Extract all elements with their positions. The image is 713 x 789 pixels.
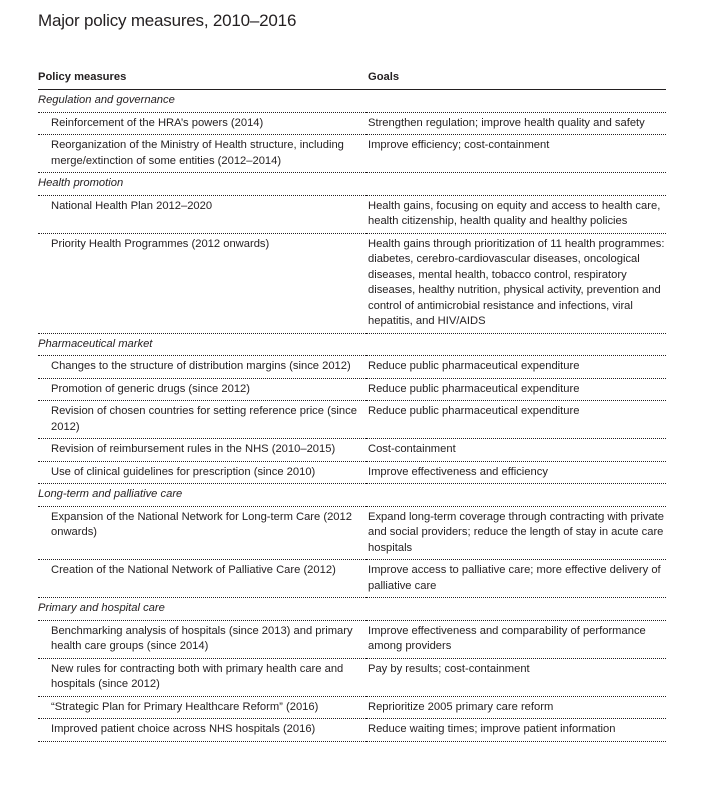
goal-cell: Reduce public pharmaceutical expenditure [366,356,666,379]
column-header-measures: Policy measures [38,69,366,90]
policy-measure-cell: National Health Plan 2012–2020 [38,195,366,233]
column-header-goals: Goals [366,69,666,90]
goal-cell: Health gains through prioritization of 11 health programmes: diabetes, cerebro-cardiovascular diseases, oncological diseases, mental health, tobacco control, respiratory diseases, healthy nutrition, physical activity, prevention and control of antimicrobial resistance and infections, viral hepatitis, and HIV/AIDS [366,233,666,333]
policy-measure-cell: “Strategic Plan for Primary Healthcare Reform” (2016) [38,696,366,719]
table-row [38,696,666,719]
table-row [38,560,666,598]
table-row [38,356,666,379]
policy-measure-cell: Improved patient choice across NHS hospitals (2016) [38,719,366,742]
goal-cell: Reprioritize 2005 primary care reform [366,696,666,719]
table-row [38,378,666,401]
policy-measure-cell: Promotion of generic drugs (since 2012) [38,378,366,401]
section-title: Long-term and palliative care [38,484,666,507]
goal-cell: Improve effectiveness and efficiency [366,461,666,484]
goal-cell: Expand long-term coverage through contracting with private and social providers; reduce the length of stay in acute care hospitals [366,506,666,560]
policy-measure-cell: Expansion of the National Network for Long-term Care (2012 onwards) [38,506,366,560]
table-row [38,135,666,173]
policy-measure-cell: Use of clinical guidelines for prescription (since 2010) [38,461,366,484]
goal-cell: Improve effectiveness and comparability of performance among providers [366,620,666,658]
goal-cell: Improve access to palliative care; more effective delivery of palliative care [366,560,666,598]
goal-cell: Reduce public pharmaceutical expenditure [366,378,666,401]
policy-measure-cell: Changes to the structure of distribution margins (since 2012) [38,356,366,379]
table-header-row [38,69,666,90]
table-row [38,719,666,742]
goal-cell: Reduce waiting times; improve patient information [366,719,666,742]
table-row [38,506,666,560]
policy-measure-cell: Priority Health Programmes (2012 onwards) [38,233,366,333]
policy-measure-cell: Reinforcement of the HRA’s powers (2014) [38,112,366,135]
goal-cell: Cost-containment [366,439,666,462]
section-row [38,333,666,356]
section-row [38,173,666,196]
table-row [38,112,666,135]
policy-measure-cell: Benchmarking analysis of hospitals (since 2013) and primary health care groups (since 2014) [38,620,366,658]
policy-measure-cell: Revision of chosen countries for setting reference price (since 2012) [38,401,366,439]
page-title: Major policy measures, 2010–2016 [38,11,297,30]
table-row [38,233,666,333]
table-row [38,401,666,439]
goal-cell: Improve efficiency; cost-containment [366,135,666,173]
section-title: Primary and hospital care [38,598,666,621]
table-row [38,658,666,696]
policy-measure-cell: Creation of the National Network of Palliative Care (2012) [38,560,366,598]
table-row [38,439,666,462]
goal-cell: Reduce public pharmaceutical expenditure [366,401,666,439]
table-row [38,195,666,233]
policy-measure-cell: New rules for contracting both with primary health care and hospitals (since 2012) [38,658,366,696]
policy-measure-cell: Reorganization of the Ministry of Health structure, including merge/extinction of some entities (2012–2014) [38,135,366,173]
goal-cell: Pay by results; cost-containment [366,658,666,696]
section-row [38,484,666,507]
table-row [38,461,666,484]
goal-cell: Health gains, focusing on equity and access to health care, health citizenship, health quality and healthy policies [366,195,666,233]
policy-measures-table [38,69,666,742]
table-body [38,90,666,742]
goal-cell: Strengthen regulation; improve health quality and safety [366,112,666,135]
section-title: Regulation and governance [38,90,666,113]
section-title: Pharmaceutical market [38,333,666,356]
policy-measure-cell: Revision of reimbursement rules in the NHS (2010–2015) [38,439,366,462]
section-title: Health promotion [38,173,666,196]
section-row [38,598,666,621]
table-row [38,620,666,658]
section-row [38,90,666,113]
